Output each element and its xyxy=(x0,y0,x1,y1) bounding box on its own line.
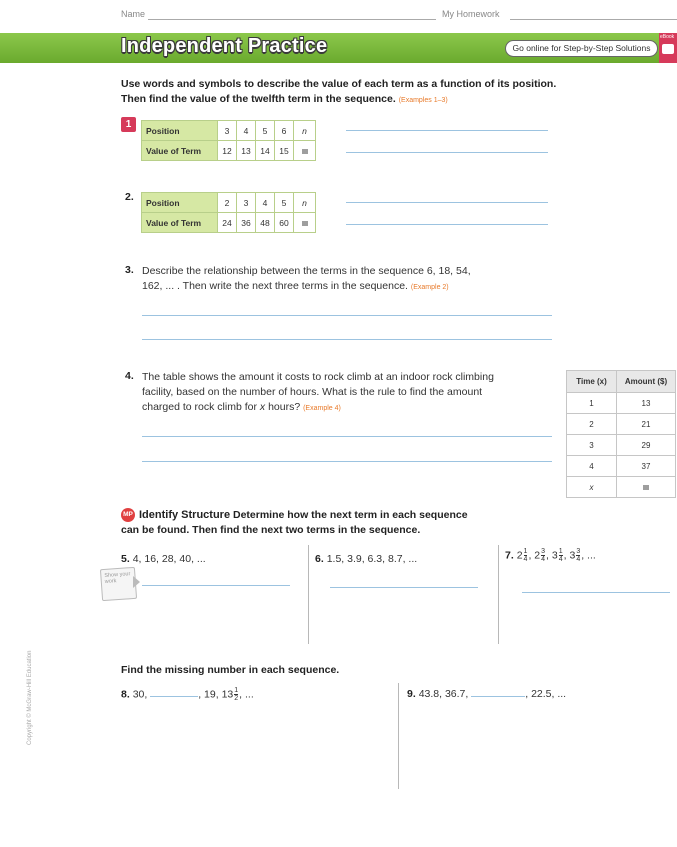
q4-number: 4. xyxy=(125,370,134,382)
q8-pre: 30, xyxy=(132,688,148,701)
q7-fraction: $\frac{1}{4}$ xyxy=(558,548,563,563)
q7: 7. 2 $\frac{1}{4}$ , 2 $\frac{3}{4}$ , 3 $\frac{1}{4}$ , 3 $\frac{3}{4}$ , ... xyxy=(505,548,596,563)
q1-val: 14 xyxy=(256,141,275,161)
instructions-main: Use words and symbols to describe the value of each term as a function of its position. Then find the value of the twelfth term in the sequence. xyxy=(121,78,557,105)
q7-fraction: $\frac{3}{4}$ xyxy=(541,548,546,563)
q1-value-label: Value of Term xyxy=(142,141,218,161)
q6 xyxy=(315,552,417,567)
show-work-tag: Show your work xyxy=(100,567,137,601)
ebook-label: eBook xyxy=(660,34,675,40)
q2-table xyxy=(141,192,316,233)
q2-answer-line-2[interactable] xyxy=(346,224,548,225)
q1-position-label: Position xyxy=(142,121,218,141)
homework-label: My Homework xyxy=(442,9,500,19)
q3-example-ref[interactable]: (Example 2) xyxy=(410,284,449,291)
q1-val: 12 xyxy=(218,141,237,161)
amount-cell: 29 xyxy=(617,435,676,456)
book-icon xyxy=(662,44,674,54)
q9-pre: 43.8, 36.7, xyxy=(418,688,469,700)
q8-tail: , ... xyxy=(239,688,254,701)
q8-number: 8. xyxy=(121,688,130,701)
identify-title: Identify Structure xyxy=(139,509,231,521)
q1-pos-n: n xyxy=(294,121,316,141)
q3-answer-line-1[interactable] xyxy=(142,315,552,316)
q4-table xyxy=(566,370,676,498)
q7-tail: , ... xyxy=(581,549,596,562)
identify-line-2: can be found. Then find the next two terms in the sequence. xyxy=(121,524,421,536)
time-cell: 1 xyxy=(567,393,617,414)
answer-placeholder-icon xyxy=(302,149,308,154)
q3-number: 3. xyxy=(125,264,134,276)
time-cell: 4 xyxy=(567,456,617,477)
q2-number: 2. xyxy=(125,191,134,203)
q1-val: 13 xyxy=(237,141,256,161)
q1-pos: 5 xyxy=(256,121,275,141)
homework-field[interactable] xyxy=(510,19,677,20)
q7-term-whole: 2 xyxy=(516,549,523,562)
q9 xyxy=(407,687,566,702)
q9-post: , 22.5, ... xyxy=(525,688,567,700)
q1-answer-line-2[interactable] xyxy=(346,152,548,153)
q8-fraction: $\frac{1}{2}$ xyxy=(234,687,239,702)
q2-pos: 4 xyxy=(256,193,275,213)
q4-text xyxy=(142,370,562,416)
q4-line-2: facility, based on the number of hours. What is the rule to find the amount xyxy=(142,386,483,398)
divider xyxy=(498,545,499,644)
q2-pos-n: n xyxy=(294,193,316,213)
answer-placeholder-icon xyxy=(302,221,308,226)
q7-term-whole: 3 xyxy=(551,549,558,562)
q3-line-1: Describe the relationship between the terms in the sequence 6, 18, 54, xyxy=(142,265,471,277)
q1-val: 15 xyxy=(275,141,294,161)
q2-value-label: Value of Term xyxy=(142,213,218,233)
q1-answer-line-1[interactable] xyxy=(346,130,548,131)
q2-pos: 2 xyxy=(218,193,237,213)
q2-answer-box[interactable] xyxy=(294,213,316,233)
online-solutions-button[interactable]: Go online for Step-by-Step Solutions xyxy=(505,40,658,57)
q5-number: 5. xyxy=(121,553,130,565)
q8-whole: 13 xyxy=(221,688,234,701)
missing-title: Find the missing number in each sequence. xyxy=(121,664,340,676)
name-field[interactable] xyxy=(148,19,436,20)
q1-table xyxy=(141,120,316,161)
q2-position-label: Position xyxy=(142,193,218,213)
amount-answer-box[interactable] xyxy=(617,477,676,498)
q6-number: 6. xyxy=(315,553,324,565)
q4-answer-line-1[interactable] xyxy=(142,436,552,437)
q5 xyxy=(121,552,206,567)
q4-line-3: charged to rock climb for xyxy=(142,401,257,413)
q9-number: 9. xyxy=(407,688,416,700)
examples-ref[interactable]: (Examples 1–3) xyxy=(398,97,448,104)
q4-answer-line-2[interactable] xyxy=(142,461,552,462)
ebook-button[interactable] xyxy=(659,33,677,63)
q1-answer-box[interactable] xyxy=(294,141,316,161)
q3-text xyxy=(142,264,562,295)
q6-text: 1.5, 3.9, 6.3, 8.7, ... xyxy=(326,553,418,565)
q2-val: 36 xyxy=(237,213,256,233)
home-icon xyxy=(121,117,136,132)
divider xyxy=(308,545,309,644)
name-label: Name xyxy=(121,9,146,19)
page-title: Independent Practice xyxy=(121,35,328,57)
q4-line-1: The table shows the amount it costs to rock climb at an indoor rock climbing xyxy=(142,371,494,383)
q2-val: 60 xyxy=(275,213,294,233)
q8-answer-blank[interactable] xyxy=(150,687,198,697)
q4-variable: x xyxy=(259,401,266,413)
identify-line-1: Determine how the next term in each sequence xyxy=(233,509,468,521)
q9-answer-blank[interactable] xyxy=(471,687,525,697)
time-cell: 3 xyxy=(567,435,617,456)
q7-answer-line[interactable] xyxy=(522,592,670,593)
q5-text: 4, 16, 28, 40, ... xyxy=(132,553,206,565)
q2-val: 48 xyxy=(256,213,275,233)
mp-icon: MP xyxy=(121,508,135,522)
identify-structure-text xyxy=(139,508,579,523)
instructions-text xyxy=(121,77,561,108)
arrow-icon xyxy=(133,576,140,588)
amount-cell: 37 xyxy=(617,456,676,477)
q1-number: 1 xyxy=(125,119,132,130)
divider xyxy=(398,683,399,789)
q2-answer-line-1[interactable] xyxy=(346,202,548,203)
q1-pos: 4 xyxy=(237,121,256,141)
q2-pos: 5 xyxy=(275,193,294,213)
answer-placeholder-icon xyxy=(643,485,649,490)
q6-answer-line[interactable] xyxy=(330,587,478,588)
q3-answer-line-2[interactable] xyxy=(142,339,552,340)
q4-example-ref[interactable]: (Example 4) xyxy=(303,405,341,412)
q7-number: 7. xyxy=(505,549,514,562)
time-header: Time (x) xyxy=(567,371,617,393)
q5-answer-line[interactable] xyxy=(142,585,290,586)
amount-cell: 13 xyxy=(617,393,676,414)
amount-cell: 21 xyxy=(617,414,676,435)
q4-line-3-end: hours? xyxy=(268,401,301,413)
copyright-notice: Copyright © McGraw-Hill Education xyxy=(27,650,33,745)
q2-val: 24 xyxy=(218,213,237,233)
time-cell: x xyxy=(567,477,617,498)
q7-term-whole: 3 xyxy=(569,549,576,562)
q8-mid: , 19, xyxy=(198,688,219,701)
q8 xyxy=(121,687,254,702)
q7-term-whole: 2 xyxy=(534,549,541,562)
section-banner xyxy=(0,33,677,63)
amount-header: Amount ($) xyxy=(617,371,676,393)
q7-fraction: $\frac{1}{4}$ xyxy=(523,548,528,563)
time-cell: 2 xyxy=(567,414,617,435)
q2-pos: 3 xyxy=(237,193,256,213)
q3-line-2: 162, ... . Then write the next three terms in the sequence. xyxy=(142,280,408,292)
q1-pos: 6 xyxy=(275,121,294,141)
q7-fraction: $\frac{3}{4}$ xyxy=(576,548,581,563)
q1-pos: 3 xyxy=(218,121,237,141)
